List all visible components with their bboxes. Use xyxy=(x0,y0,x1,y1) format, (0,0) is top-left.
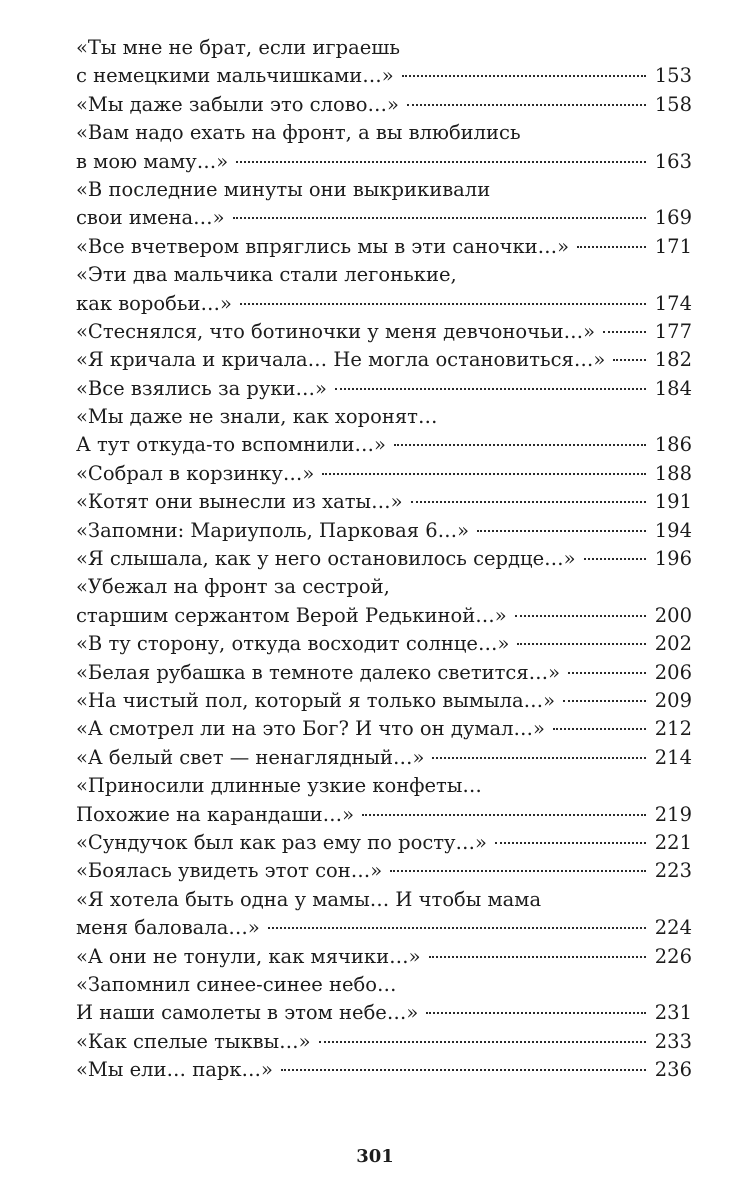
toc-entry-title: как воробьи…» xyxy=(76,291,232,315)
dot-leader xyxy=(394,444,646,446)
toc-entry-line xyxy=(76,971,692,999)
toc-entry-line xyxy=(76,744,692,772)
toc-entry-title: «Боялась увидеть этот сон…» xyxy=(76,859,383,883)
toc-entry-title: «А они не тонули, как мячики…» xyxy=(76,944,421,968)
toc-entry-line xyxy=(76,857,692,885)
toc-entry-page-number: 236 xyxy=(654,1058,692,1082)
toc-entry-line xyxy=(76,431,692,459)
toc-entry-line xyxy=(76,119,692,147)
toc-entry-title: «Котят они вынесли из хаты…» xyxy=(76,490,403,514)
toc-entry-line xyxy=(76,943,692,971)
toc-entry xyxy=(76,460,692,488)
toc-entry-page-number: 184 xyxy=(654,376,692,400)
dot-leader xyxy=(268,927,646,929)
toc-entry-page-number: 186 xyxy=(654,433,692,457)
toc-entry-title: И наши самолеты в этом небе…» xyxy=(76,1001,419,1025)
dot-leader xyxy=(584,558,646,560)
dot-leader xyxy=(240,303,646,305)
toc-entry-line xyxy=(76,204,692,232)
toc-entry-page-number: 196 xyxy=(654,547,692,571)
toc-entry-line xyxy=(76,687,692,715)
dot-leader xyxy=(281,1069,646,1071)
dot-leader xyxy=(553,728,646,730)
toc-entry-title: «Мы даже забыли это слово…» xyxy=(76,92,399,116)
toc-entry-title: «Убежал на фронт за сестрой, xyxy=(76,575,390,599)
toc-entry-line xyxy=(76,233,692,261)
toc-entry-line xyxy=(76,659,692,687)
toc-entry-page-number: 233 xyxy=(654,1029,692,1053)
toc-entry-title: Похожие на карандаши…» xyxy=(76,802,355,826)
toc-entry xyxy=(76,233,692,261)
toc-entry-title: «Запомни: Мариуполь, Парковая 6…» xyxy=(76,518,470,542)
toc-entry-page-number: 171 xyxy=(654,234,692,258)
toc-entry-line xyxy=(76,999,692,1027)
toc-entry-title: «Мы даже не знали, как хоронят… xyxy=(76,405,438,429)
toc-entry xyxy=(76,119,692,176)
dot-leader xyxy=(577,246,646,248)
toc-entry xyxy=(76,346,692,374)
dot-leader xyxy=(432,757,645,759)
toc-entry-line xyxy=(76,886,692,914)
toc-entry-line xyxy=(76,488,692,516)
toc-entry xyxy=(76,886,692,943)
toc-entry-page-number: 153 xyxy=(654,64,692,88)
toc-entry-page-number: 206 xyxy=(654,660,692,684)
toc-entry-title: «А смотрел ли на это Бог? И что он думал…» xyxy=(76,717,545,741)
toc-entry-title: «Запомнил синее-синее небо… xyxy=(76,972,397,996)
dot-leader xyxy=(603,331,646,333)
toc-entry-title: «Все взялись за руки…» xyxy=(76,376,327,400)
dot-leader xyxy=(319,1041,646,1043)
dot-leader xyxy=(390,870,646,872)
toc-entry-line xyxy=(76,914,692,942)
dot-leader xyxy=(429,956,646,958)
dot-leader xyxy=(495,842,646,844)
toc-entry-title: «Я слышала, как у него остановилось сердце…» xyxy=(76,547,576,571)
toc-entry-line xyxy=(76,34,692,62)
toc-entry xyxy=(76,829,692,857)
toc-entry-line xyxy=(76,148,692,176)
dot-leader xyxy=(515,615,646,617)
dot-leader xyxy=(236,161,646,163)
toc-entry-line xyxy=(76,517,692,545)
toc-entry-title: свои имена…» xyxy=(76,206,225,230)
dot-leader xyxy=(426,1012,645,1014)
toc-entry xyxy=(76,261,692,318)
toc-entry-page-number: 191 xyxy=(654,490,692,514)
dot-leader xyxy=(517,643,645,645)
toc-entry-title: «Как спелые тыквы…» xyxy=(76,1029,311,1053)
toc-entry-title: «Мы ели… парк…» xyxy=(76,1058,273,1082)
toc-entry-line xyxy=(76,1056,692,1084)
toc-entry-line xyxy=(76,403,692,431)
toc-entry-title: «Белая рубашка в темноте далеко светится…» xyxy=(76,660,561,684)
dot-leader xyxy=(335,388,646,390)
toc-entry xyxy=(76,403,692,460)
dot-leader xyxy=(411,501,646,503)
toc-entry xyxy=(76,34,692,91)
toc-entry-page-number: 214 xyxy=(654,745,692,769)
dot-leader xyxy=(563,700,646,702)
toc-entry-page-number: 221 xyxy=(654,830,692,854)
toc-entry xyxy=(76,1056,692,1084)
toc-entry-line xyxy=(76,545,692,573)
toc-entry-line xyxy=(76,829,692,857)
toc-entry-title: А тут откуда-то вспомнили…» xyxy=(76,433,386,457)
toc-entry-page-number: 231 xyxy=(654,1001,692,1025)
toc-entry-page-number: 224 xyxy=(654,916,692,940)
toc-entry-title: старшим сержантом Верой Редькиной…» xyxy=(76,603,507,627)
toc-entry xyxy=(76,971,692,1028)
toc-entry-title: «В последние минуты они выкрикивали xyxy=(76,177,491,201)
toc-entry-title: «Ты мне не брат, если играешь xyxy=(76,36,400,59)
toc-entry-title: «Вам надо ехать на фронт, а вы влюбились xyxy=(76,121,521,145)
toc-entry-page-number: 223 xyxy=(654,859,692,883)
toc-entry-line xyxy=(76,630,692,658)
toc-entry-title: «Все вчетвером впряглись мы в эти саночки…» xyxy=(76,234,570,258)
toc-entry xyxy=(76,545,692,573)
toc-entry-page-number: 182 xyxy=(654,348,692,372)
toc-entry-page-number: 212 xyxy=(654,717,692,741)
toc-entry xyxy=(76,744,692,772)
toc-entry-line xyxy=(76,346,692,374)
dot-leader xyxy=(407,104,646,106)
toc-entry-title: в мою маму…» xyxy=(76,149,229,173)
toc-entry-title: «Приносили длинные узкие конфеты… xyxy=(76,774,482,798)
toc-entry-title: меня баловала…» xyxy=(76,916,260,940)
toc-entry xyxy=(76,857,692,885)
page-number: 301 xyxy=(356,1146,394,1167)
toc-entry-title: «Сундучок был как раз ему по росту…» xyxy=(76,830,487,854)
toc-entry xyxy=(76,687,692,715)
dot-leader xyxy=(568,672,646,674)
toc-entry xyxy=(76,772,692,829)
toc-entry-page-number: 163 xyxy=(654,149,692,173)
toc-entry-title: «Собрал в корзинку…» xyxy=(76,461,315,485)
toc-entry xyxy=(76,659,692,687)
toc-entry-page-number: 219 xyxy=(654,802,692,826)
toc-entry-page-number: 209 xyxy=(654,688,692,712)
toc-entry-line xyxy=(76,318,692,346)
toc-entry-page-number: 174 xyxy=(654,291,692,315)
toc-entry-page-number: 158 xyxy=(654,92,692,116)
toc-entry xyxy=(76,630,692,658)
toc-entry xyxy=(76,573,692,630)
toc-entry-page-number: 194 xyxy=(654,518,692,542)
toc-entry-line xyxy=(76,460,692,488)
toc-entry-line xyxy=(76,602,692,630)
toc-entry-line xyxy=(76,176,692,204)
toc-entry-line xyxy=(76,573,692,601)
dot-leader xyxy=(322,473,645,475)
toc-entry xyxy=(76,318,692,346)
toc-entry-title: «На чистый пол, который я только вымыла…» xyxy=(76,688,556,712)
dot-leader xyxy=(362,814,646,816)
dot-leader xyxy=(613,359,645,361)
toc-entry-title: «Стеснялся, что ботиночки у меня девчоночьи…» xyxy=(76,319,596,343)
toc-entry-page-number: 188 xyxy=(654,461,692,485)
toc-entry-line xyxy=(76,290,692,318)
toc-entry-page-number: 202 xyxy=(654,632,692,656)
toc-entry-line xyxy=(76,261,692,289)
toc-entry-title: «Я хотела быть одна у мамы… И чтобы мама xyxy=(76,887,542,911)
toc-entry-line xyxy=(76,62,692,90)
toc-entry-line xyxy=(76,375,692,403)
dot-leader xyxy=(477,530,646,532)
toc-entry-page-number: 200 xyxy=(654,603,692,627)
toc-entry-title: «Я кричала и кричала… Не могла остановиться…» xyxy=(76,348,606,372)
toc-entry-line xyxy=(76,772,692,800)
toc-entry xyxy=(76,91,692,119)
dot-leader xyxy=(233,217,646,219)
toc-entry-page-number: 177 xyxy=(654,319,692,343)
toc-entry-line xyxy=(76,801,692,829)
toc-entry xyxy=(76,517,692,545)
table-of-contents xyxy=(76,34,692,1084)
toc-entry-line xyxy=(76,1028,692,1056)
toc-entry xyxy=(76,375,692,403)
toc-entry-title: «Эти два мальчика стали легонькие, xyxy=(76,263,457,287)
toc-entry-page-number: 226 xyxy=(654,944,692,968)
toc-entry xyxy=(76,715,692,743)
toc-entry-line xyxy=(76,91,692,119)
toc-entry xyxy=(76,176,692,233)
toc-entry xyxy=(76,488,692,516)
toc-entry-line xyxy=(76,715,692,743)
toc-entry-title: «А белый свет — ненаглядный…» xyxy=(76,745,425,769)
toc-entry-page-number: 169 xyxy=(654,206,692,230)
toc-entry xyxy=(76,1028,692,1056)
toc-entry-title: «В ту сторону, откуда восходит солнце…» xyxy=(76,632,510,656)
toc-entry-title: с немецкими мальчишками…» xyxy=(76,64,394,88)
dot-leader xyxy=(402,75,646,77)
toc-entry xyxy=(76,943,692,971)
